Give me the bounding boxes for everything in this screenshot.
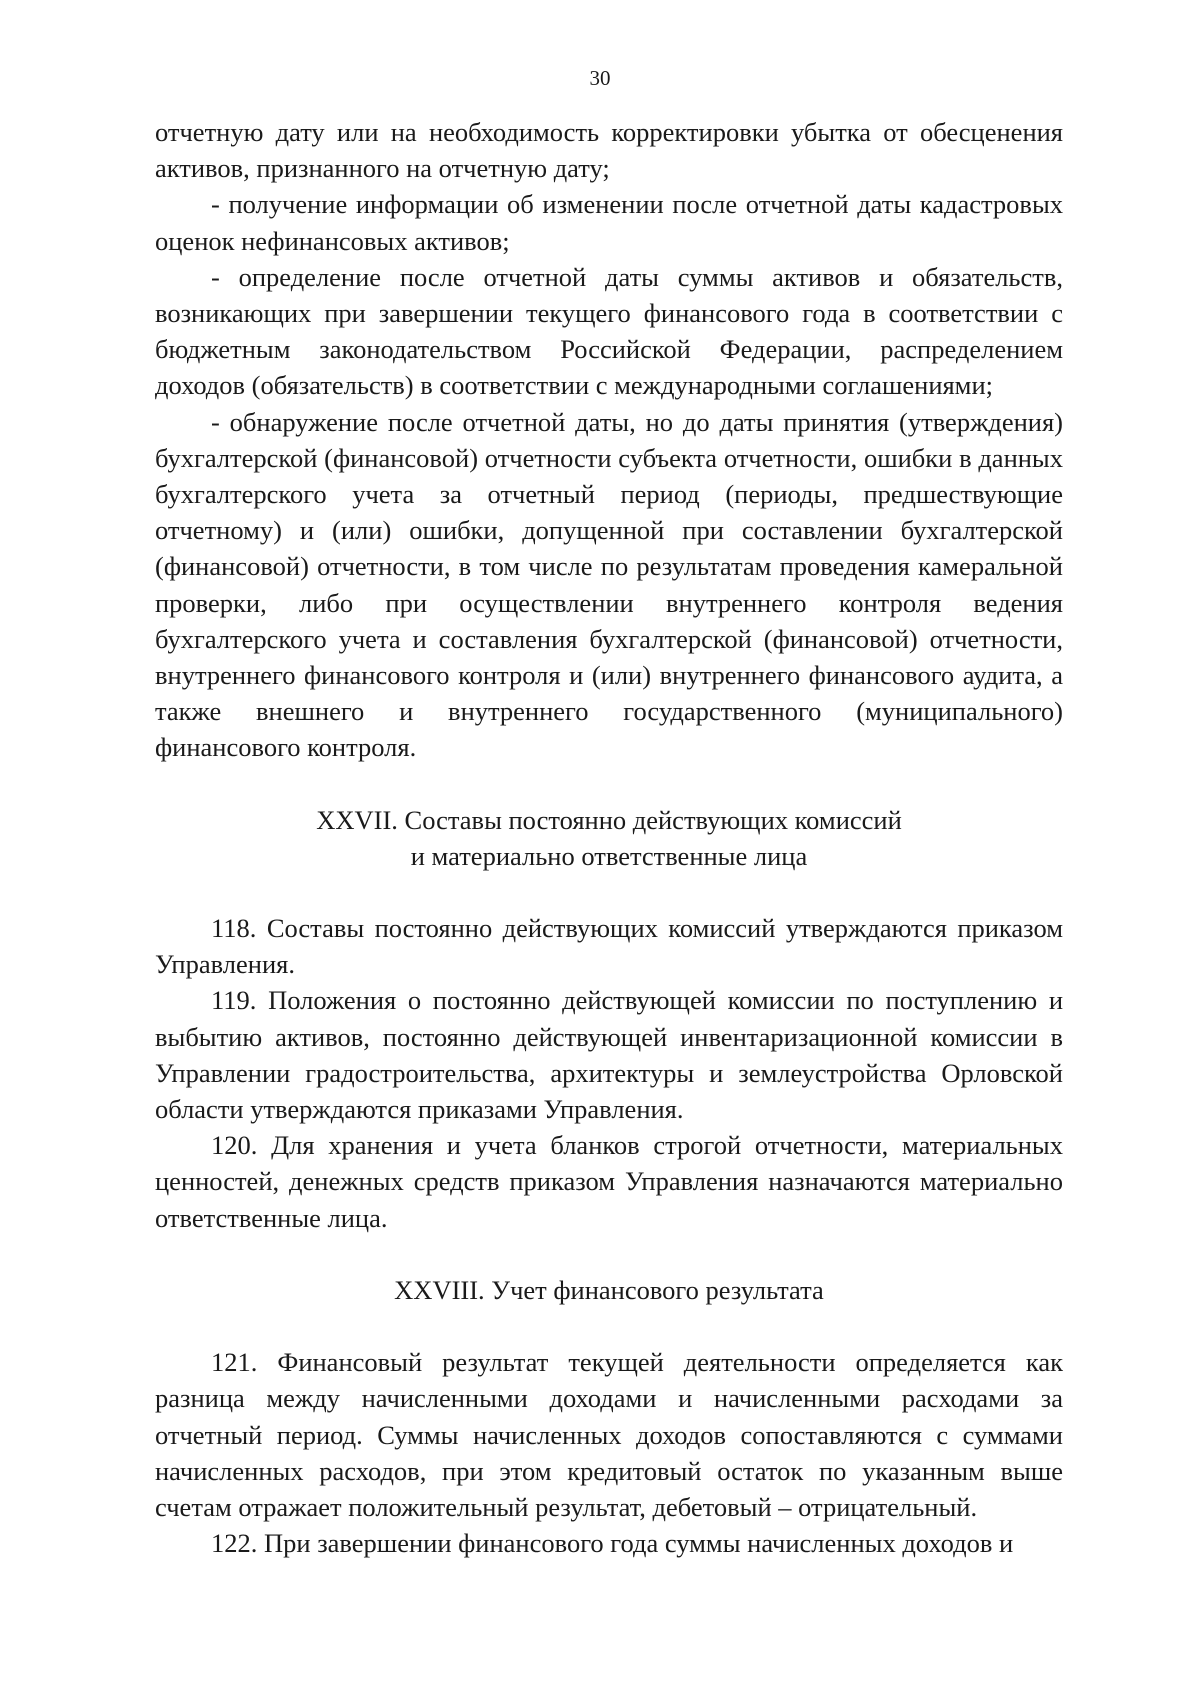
paragraph-continuation: отчетную дату или на необходимость корректировки убытка от обесценения активов, признанного на отчетную дату; bbox=[155, 117, 1063, 184]
spacer bbox=[155, 766, 1063, 802]
paragraph-118: 118. Составы постоянно действующих комиссий утверждаются приказом Управления. bbox=[155, 913, 1063, 980]
list-item-cadastral: - получение информации об изменении после отчетной даты кадастровых оценок нефинансовых активов; bbox=[155, 189, 1063, 256]
spacer bbox=[155, 1236, 1063, 1272]
section-heading-27-line1: XXVII. Составы постоянно действующих комиссий bbox=[316, 804, 902, 835]
paragraph-121: 121. Финансовый результат текущей деятельности определяется как разница между начисленными доходами и начисленными расходами за отчетный период. Суммы начисленных доходов сопоставляются с суммами начисленных расходов, при этом кредитовый остаток по указанным выше счетам отражает положительный результат, дебетовый – отрицательный. bbox=[155, 1347, 1063, 1522]
paragraph-119: 119. Положения о постоянно действующей комиссии по поступлению и выбытию активов, постоянно действующей инвентаризационной комиссии в Управлении градостроительства, архитектуры и землеустройства Орловской области утверждаются приказами Управления. bbox=[155, 985, 1063, 1125]
paragraph-122: 122. При завершении финансового года суммы начисленных доходов и bbox=[211, 1528, 1014, 1559]
list-item-error-detection: - обнаружение после отчетной даты, но до даты принятия (утверждения) бухгалтерской (финансовой) отчетности субъекта отчетности, ошибки в данных бухгалтерского учета за отчетный период (периоды, предшествующие отчетному) и (или) ошибки, допущенной при составлении бухгалтерской (финансовой) отчетности, в том числе по результатам проведения камеральной проверки, либо при осуществлении внутреннего контроля ведения бухгалтерского учета и составления бухгалтерской (финансовой) отчетности, внутреннего финансового контроля и (или) внутреннего финансового аудита, а также внешнего и внутреннего государственного (муниципального) финансового контроля. bbox=[155, 406, 1063, 763]
section-heading-28-line1: XXVIII. Учет финансового результата bbox=[394, 1274, 824, 1305]
document-body bbox=[155, 114, 1063, 1561]
page-number: 30 bbox=[589, 66, 611, 90]
section-heading-27 bbox=[155, 802, 1063, 874]
spacer bbox=[155, 1308, 1063, 1344]
section-heading-28 bbox=[155, 1272, 1063, 1308]
paragraph-120: 120. Для хранения и учета бланков строгой отчетности, материальных ценностей, денежных средств приказом Управления назначаются материально ответственные лица. bbox=[155, 1130, 1063, 1233]
spacer bbox=[155, 874, 1063, 910]
section-heading-27-line2: и материально ответственные лица bbox=[410, 840, 808, 871]
list-item-assets-obligations: - определение после отчетной даты суммы активов и обязательств, возникающих при завершении текущего финансового года в соответствии с бюджетным законодательством Российской Федерации, распределением доходов (обязательств) в соответствии с международными соглашениями; bbox=[155, 261, 1063, 401]
